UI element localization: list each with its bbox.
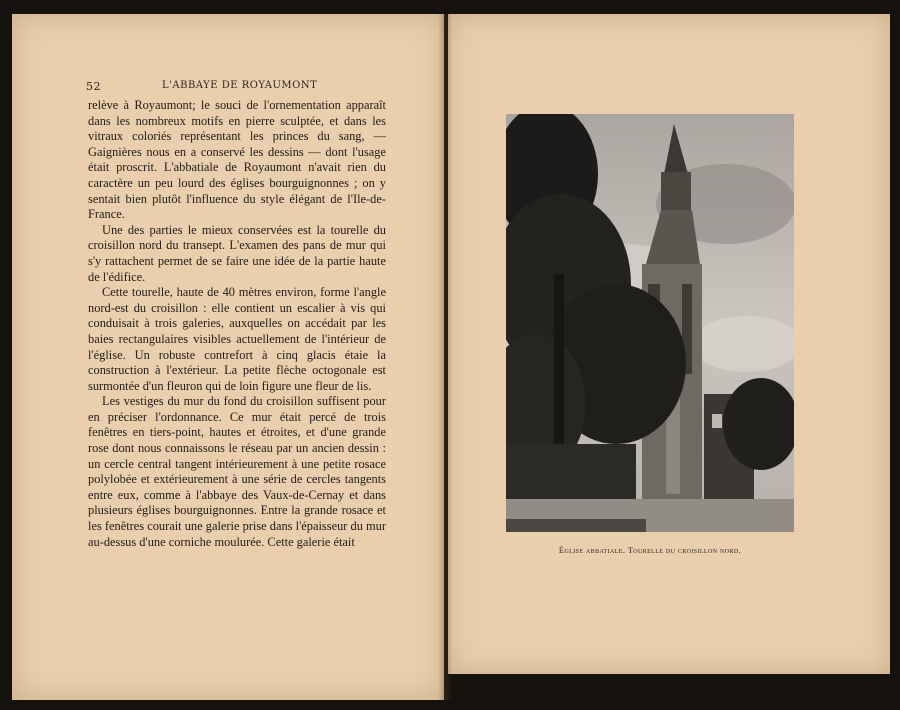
page-number: 52 [86, 80, 101, 93]
paragraph-4: Les vestiges du mur du fond du croisillon suffisent pour en préciser l'ordonnance. Ce mur était percé de trois fenêtres en tiers-point, hautes et étroites, et d'une grande rose dont nous connaissons le réseau par un ancien dessin : un cercle central tangent intérieurement à une petite rosace polylobée et extérieurement à une série de cercles tangents entre eux, comme à l'abbaye des Vaux-de-Cernay et dans plusieurs églises bourguignonnes. Entre la grande rosace et les fenêtres courait une galerie prise dans l'épaisseur du mur au-dessus d'une corniche moulurée. Cette galerie était [88, 394, 386, 549]
tower-photograph [506, 114, 794, 532]
paragraph-1: relève à Royaumont; le souci de l'ornementation apparaît dans les nombreux motifs en pierre sculptée, et dans les vitraux coloriés représentant les princes du sang, — Gaignières nous en a conservé les dessins — dont l'usage était proscrit. L'abbatiale de Royaumont n'avait rien du caractère un peu lourd des églises bourguignonnes ; on y sentait bien plutôt l'influence du style élégant de l'Ile-de-France. [88, 98, 386, 222]
body-text [88, 98, 386, 550]
paragraph-3: Cette tourelle, haute de 40 mètres environ, forme l'angle nord-est du croisillon : elle contient un escalier à vis qui conduisait à trois galeries, auxquelles on accédait par les baies rectangulaires visibles actuellement de l'intérieur de l'église. Un robuste contrefort à cinq glacis étaie la construction à l'extérieur. La petite flèche octogonale est surmontée d'un fleuron qui de loin figure une fleur de lis. [88, 285, 386, 393]
tower-photo-illustration [506, 114, 794, 532]
photo-caption: Église abbatiale. Tourelle du croisillon nord. [558, 546, 742, 555]
paragraph-2: Une des parties le mieux conservées est la tourelle du croisillon nord du transept. L'examen des pans de mur qui s'y rattachent permet de se faire une idée de la partie haute de l'édifice. [88, 222, 386, 284]
running-title: L'ABBAYE DE ROYAUMONT [162, 80, 318, 91]
book-gutter [438, 14, 452, 700]
